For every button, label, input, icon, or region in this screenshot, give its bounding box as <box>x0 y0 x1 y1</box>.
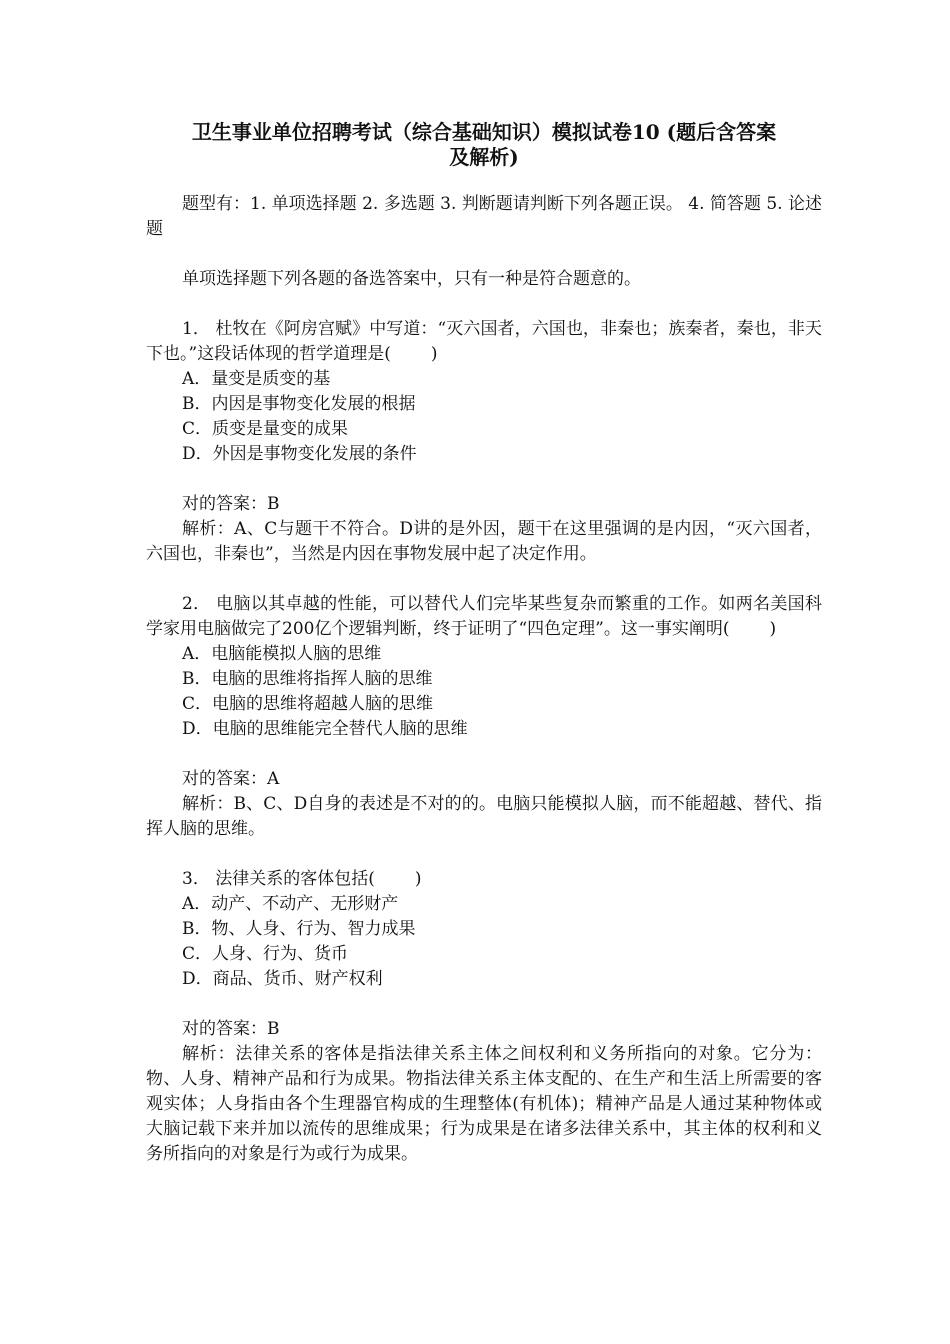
question-block <box>146 592 822 842</box>
option-a: A．动产、不动产、无形财产 <box>182 894 399 914</box>
question-stem: 1． 杜牧在《阿房宫赋》中写道：“灭六国者，六国也，非秦也；族秦者，秦也，非天下也。”这段话体现的哲学道理是( ) <box>146 319 822 364</box>
option-b: B．物、人身、行为、智力成果 <box>182 919 416 939</box>
question-block <box>146 317 822 567</box>
option-b: B．内因是事物变化发展的根据 <box>182 394 416 414</box>
correct-answer: 对的答案：A <box>182 769 280 789</box>
option-b: B．电脑的思维将指挥人脑的思维 <box>182 669 433 689</box>
question-types-intro: 题型有：1. 单项选择题 2. 多选题 3. 判断题请判断下列各题正误。 4. 简答题 5. 论述题 <box>146 194 822 239</box>
option-c: C．人身、行为、货币 <box>182 944 349 964</box>
answer-analysis: 解析：B、C、D自身的表述是不对的的。电脑只能模拟人脑，而不能超越、替代、指挥人脑的思维。 <box>146 794 822 839</box>
question-block <box>146 867 822 1167</box>
title-line-2: 及解析) <box>449 145 519 169</box>
question-stem: 2． 电脑以其卓越的性能，可以替代人们完毕某些复杂而繁重的工作。如两名美国科学家用电脑做完了200亿个逻辑判断，终于证明了“四色定理”。这一事实阐明( ) <box>146 594 822 639</box>
question-stem: 3． 法律关系的客体包括( ) <box>182 869 422 889</box>
answer-analysis: 解析：法律关系的客体是指法律关系主体之间权利和义务所指向的对象。它分为：物、人身、精神产品和行为成果。物指法律关系主体支配的、在生产和生活上所需要的客观实体；人身指由各个生理器官构成的生理整体(有机体)；精神产品是人通过某种物体或大脑记载下来并加以流传的思维成果；行为成果是在诸多法律关系中，其主体的权利和义务所指向的对象是行为或行为成果。 <box>146 1044 822 1164</box>
title-line-1: 卫生事业单位招聘考试（综合基础知识）模拟试卷10 (题后含答案 <box>191 120 777 144</box>
document-page <box>146 120 822 1167</box>
option-a: A．量变是质变的基 <box>182 369 331 389</box>
document-title <box>146 120 822 170</box>
answer-analysis: 解析：A、C与题干不符合。D讲的是外因，题干在这里强调的是内因，“灭六国者，六国也，非秦也”，当然是内因在事物发展中起了决定作用。 <box>146 519 822 564</box>
option-d: D．外因是事物变化发展的条件 <box>182 444 417 464</box>
option-c: C．电脑的思维将超越人脑的思维 <box>182 694 434 714</box>
correct-answer: 对的答案：B <box>182 494 280 514</box>
option-a: A．电脑能模拟人脑的思维 <box>182 644 382 664</box>
option-c: C．质变是量变的成果 <box>182 419 349 439</box>
option-d: D．电脑的思维能完全替代人脑的思维 <box>182 719 468 739</box>
option-d: D．商品、货币、财产权利 <box>182 969 383 989</box>
correct-answer: 对的答案：B <box>182 1019 280 1039</box>
section-header: 单项选择题下列各题的备选答案中，只有一种是符合题意的。 <box>182 269 641 289</box>
